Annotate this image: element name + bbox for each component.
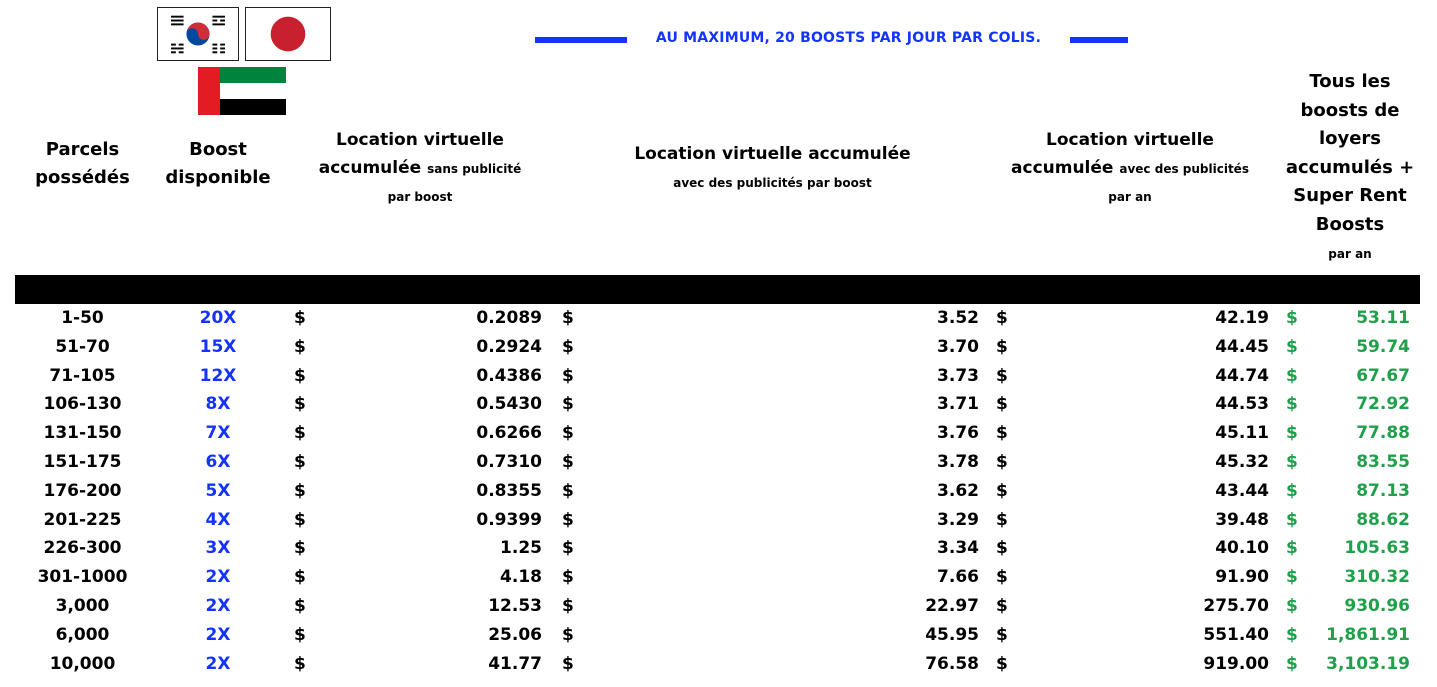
cell-total: 3,103.19 — [1326, 653, 1410, 674]
cell-dollar: $ — [1286, 308, 1298, 328]
cell-dollar: $ — [562, 595, 574, 616]
cell-dollar: $ — [562, 423, 574, 444]
cell-dollar: $ — [562, 308, 574, 328]
cell-rent-ads: 76.58 — [925, 653, 979, 674]
cell-boost: 2X — [205, 624, 231, 645]
cell-dollar: $ — [996, 365, 1008, 386]
header-total-line5: Super Rent — [1293, 185, 1407, 206]
cell-rent-year: 43.44 — [1215, 480, 1269, 501]
cell-rent-no-ads: 0.6266 — [476, 423, 542, 444]
cell-rent-year: 44.45 — [1215, 336, 1269, 357]
cell-rent-year: 91.90 — [1215, 567, 1269, 588]
banner-text: AU MAXIMUM, 20 BOOSTS PAR JOUR PAR COLIS. — [655, 30, 1042, 46]
cell-boost: 4X — [205, 509, 231, 530]
cell-rent-year: 40.10 — [1215, 538, 1269, 559]
cell-dollar: $ — [294, 336, 306, 357]
japan-flag — [245, 7, 331, 61]
header-rent-no-ads-line1: Location virtuelle — [336, 130, 504, 150]
cell-rent-ads: 3.76 — [937, 423, 979, 444]
cell-parcels: 51-70 — [55, 336, 110, 357]
table-header-bar — [15, 275, 1420, 304]
cell-rent-ads: 3.71 — [937, 394, 979, 415]
cell-dollar: $ — [1286, 423, 1298, 444]
header-total-line3: loyers — [1318, 128, 1382, 149]
table-row — [0, 563, 1437, 592]
cell-dollar: $ — [996, 423, 1008, 444]
header-rent-per-year-line2: accumulée — [1011, 158, 1114, 178]
cell-total: 930.96 — [1344, 595, 1410, 616]
cell-rent-no-ads: 0.2924 — [476, 336, 542, 357]
cell-total: 310.32 — [1344, 567, 1410, 588]
table-row — [0, 650, 1437, 679]
cell-rent-year: 275.70 — [1203, 595, 1269, 616]
cell-rent-no-ads: 4.18 — [500, 567, 542, 588]
cell-rent-ads: 3.52 — [937, 308, 979, 328]
cell-dollar: $ — [294, 595, 306, 616]
data-table — [0, 304, 1437, 678]
cell-boost: 8X — [205, 394, 231, 415]
cell-rent-ads: 22.97 — [925, 595, 979, 616]
cell-parcels: 131-150 — [43, 423, 122, 444]
cell-dollar: $ — [294, 509, 306, 530]
header-boost — [152, 136, 284, 192]
cell-parcels: 3,000 — [55, 595, 110, 616]
cell-dollar: $ — [1286, 538, 1298, 559]
cell-parcels: 10,000 — [49, 653, 116, 674]
cell-rent-year: 919.00 — [1203, 653, 1269, 674]
cell-rent-no-ads: 0.5430 — [476, 394, 542, 415]
cell-total: 67.67 — [1356, 365, 1410, 386]
cell-dollar: $ — [1286, 624, 1298, 645]
cell-total: 83.55 — [1356, 451, 1410, 472]
header-rent-per-year-sub2: par an — [1108, 190, 1152, 204]
cell-rent-year: 44.53 — [1215, 394, 1269, 415]
cell-rent-ads: 3.62 — [937, 480, 979, 501]
cell-dollar: $ — [294, 624, 306, 645]
cell-dollar: $ — [562, 480, 574, 501]
header-rent-ads-sub: avec des publicités par boost — [673, 176, 872, 190]
cell-boost: 5X — [205, 480, 231, 501]
table-row — [0, 333, 1437, 362]
cell-rent-year: 45.32 — [1215, 451, 1269, 472]
cell-dollar: $ — [562, 365, 574, 386]
cell-dollar: $ — [562, 624, 574, 645]
header-total-line2: boosts de — [1300, 99, 1400, 121]
table-row — [0, 419, 1437, 448]
cell-rent-ads: 3.73 — [937, 365, 979, 386]
cell-dollar: $ — [996, 336, 1008, 357]
cell-rent-year: 42.19 — [1215, 308, 1269, 328]
cell-rent-ads: 7.66 — [937, 567, 979, 588]
cell-boost: 6X — [205, 451, 231, 472]
cell-parcels: 6,000 — [55, 624, 110, 645]
cell-parcels: 226-300 — [43, 538, 122, 559]
banner-line-left — [535, 37, 627, 43]
cell-boost: 2X — [205, 595, 231, 616]
south-korea-flag — [157, 7, 239, 61]
cell-dollar: $ — [562, 509, 574, 530]
header-parcels-line1: Parcels — [45, 139, 120, 160]
cell-parcels: 151-175 — [43, 451, 122, 472]
cell-dollar: $ — [996, 509, 1008, 530]
cell-dollar: $ — [1286, 336, 1298, 357]
cell-dollar: $ — [996, 394, 1008, 415]
cell-total: 1,861.91 — [1326, 624, 1410, 645]
header-rent-no-ads-sub2: par boost — [387, 190, 453, 204]
cell-dollar: $ — [1286, 365, 1298, 386]
table-row — [0, 621, 1437, 650]
header-rent-ads-main: Location virtuelle accumulée — [634, 144, 911, 164]
cell-boost: 2X — [205, 567, 231, 588]
cell-dollar: $ — [294, 308, 306, 328]
cell-dollar: $ — [562, 538, 574, 559]
cell-dollar: $ — [562, 336, 574, 357]
cell-parcels: 106-130 — [43, 394, 122, 415]
header-rent-no-ads — [290, 126, 550, 210]
cell-parcels: 1-50 — [61, 308, 104, 328]
table-row — [0, 506, 1437, 535]
cell-dollar: $ — [1286, 451, 1298, 472]
header-boost-line1: Boost — [189, 139, 247, 160]
header-total-line4: accumulés + — [1285, 156, 1415, 178]
table-row — [0, 304, 1437, 333]
cell-dollar: $ — [294, 653, 306, 674]
cell-rent-no-ads: 1.25 — [500, 538, 542, 559]
cell-dollar: $ — [996, 567, 1008, 588]
cell-total: 77.88 — [1356, 423, 1410, 444]
cell-rent-no-ads: 25.06 — [488, 624, 542, 645]
cell-boost: 2X — [205, 653, 231, 674]
table-row — [0, 592, 1437, 621]
cell-dollar: $ — [996, 451, 1008, 472]
cell-dollar: $ — [294, 365, 306, 386]
cell-rent-no-ads: 0.8355 — [476, 480, 542, 501]
cell-total: 59.74 — [1356, 336, 1410, 357]
cell-total: 87.13 — [1356, 480, 1410, 501]
cell-parcels: 201-225 — [43, 509, 122, 530]
banner-line-right — [1070, 37, 1128, 43]
table-row — [0, 448, 1437, 477]
table-row — [0, 534, 1437, 563]
cell-dollar: $ — [562, 451, 574, 472]
table-row — [0, 390, 1437, 419]
cell-boost: 7X — [205, 423, 231, 444]
cell-rent-year: 44.74 — [1215, 365, 1269, 386]
header-rent-per-year — [990, 126, 1270, 210]
cell-parcels: 301-1000 — [37, 567, 128, 588]
header-parcels — [20, 136, 145, 192]
cell-boost: 3X — [205, 538, 231, 559]
cell-rent-ads: 3.29 — [937, 509, 979, 530]
cell-dollar: $ — [1286, 394, 1298, 415]
cell-dollar: $ — [562, 567, 574, 588]
cell-rent-ads: 3.70 — [937, 336, 979, 357]
header-total-boosts — [1276, 68, 1424, 268]
cell-rent-ads: 45.95 — [925, 624, 979, 645]
header-total-line1: Tous les — [1309, 71, 1391, 92]
cell-dollar: $ — [294, 423, 306, 444]
cell-dollar: $ — [996, 308, 1008, 328]
cell-total: 105.63 — [1344, 538, 1410, 559]
cell-total: 88.62 — [1356, 509, 1410, 530]
header-rent-no-ads-line2: accumulée — [318, 158, 422, 178]
cell-boost: 12X — [199, 365, 237, 386]
cell-rent-no-ads: 0.2089 — [476, 308, 542, 328]
cell-dollar: $ — [294, 538, 306, 559]
cell-dollar: $ — [562, 394, 574, 415]
cell-rent-no-ads: 0.7310 — [476, 451, 542, 472]
cell-rent-no-ads: 0.4386 — [476, 365, 542, 386]
header-rent-per-year-sub1: avec des publicités — [1119, 162, 1249, 176]
cell-rent-ads: 3.78 — [937, 451, 979, 472]
header-rent-ads — [600, 140, 945, 196]
cell-dollar: $ — [294, 480, 306, 501]
table-row — [0, 362, 1437, 391]
header-total-sub: par an — [1328, 247, 1372, 261]
header-rent-per-year-line1: Location virtuelle — [1046, 130, 1214, 150]
cell-dollar: $ — [1286, 480, 1298, 501]
cell-dollar: $ — [996, 624, 1008, 645]
table-row — [0, 477, 1437, 506]
cell-dollar: $ — [996, 653, 1008, 674]
cell-dollar: $ — [996, 595, 1008, 616]
cell-rent-no-ads: 41.77 — [488, 653, 542, 674]
cell-rent-year: 39.48 — [1215, 509, 1269, 530]
cell-rent-year: 551.40 — [1203, 624, 1269, 645]
cell-parcels: 176-200 — [43, 480, 122, 501]
cell-dollar: $ — [294, 451, 306, 472]
header-parcels-line2: possédés — [35, 167, 130, 188]
cell-rent-no-ads: 12.53 — [488, 595, 542, 616]
cell-rent-no-ads: 0.9399 — [476, 509, 542, 530]
cell-rent-ads: 3.34 — [937, 538, 979, 559]
cell-boost: 20X — [199, 308, 237, 328]
cell-dollar: $ — [996, 538, 1008, 559]
cell-dollar: $ — [294, 394, 306, 415]
header-total-line6: Boosts — [1315, 213, 1385, 235]
cell-parcels: 71-105 — [49, 365, 116, 386]
cell-dollar: $ — [1286, 567, 1298, 588]
cell-dollar: $ — [1286, 653, 1298, 674]
cell-dollar: $ — [996, 480, 1008, 501]
header-boost-line2: disponible — [165, 167, 271, 188]
cell-dollar: $ — [562, 653, 574, 674]
cell-rent-year: 45.11 — [1215, 423, 1269, 444]
cell-boost: 15X — [199, 336, 237, 357]
cell-dollar: $ — [1286, 509, 1298, 530]
cell-total: 53.11 — [1356, 308, 1410, 328]
header-rent-no-ads-sub1: sans publicité — [427, 162, 522, 176]
uae-flag — [198, 67, 286, 115]
cell-total: 72.92 — [1356, 394, 1410, 415]
cell-dollar: $ — [294, 567, 306, 588]
cell-dollar: $ — [1286, 595, 1298, 616]
